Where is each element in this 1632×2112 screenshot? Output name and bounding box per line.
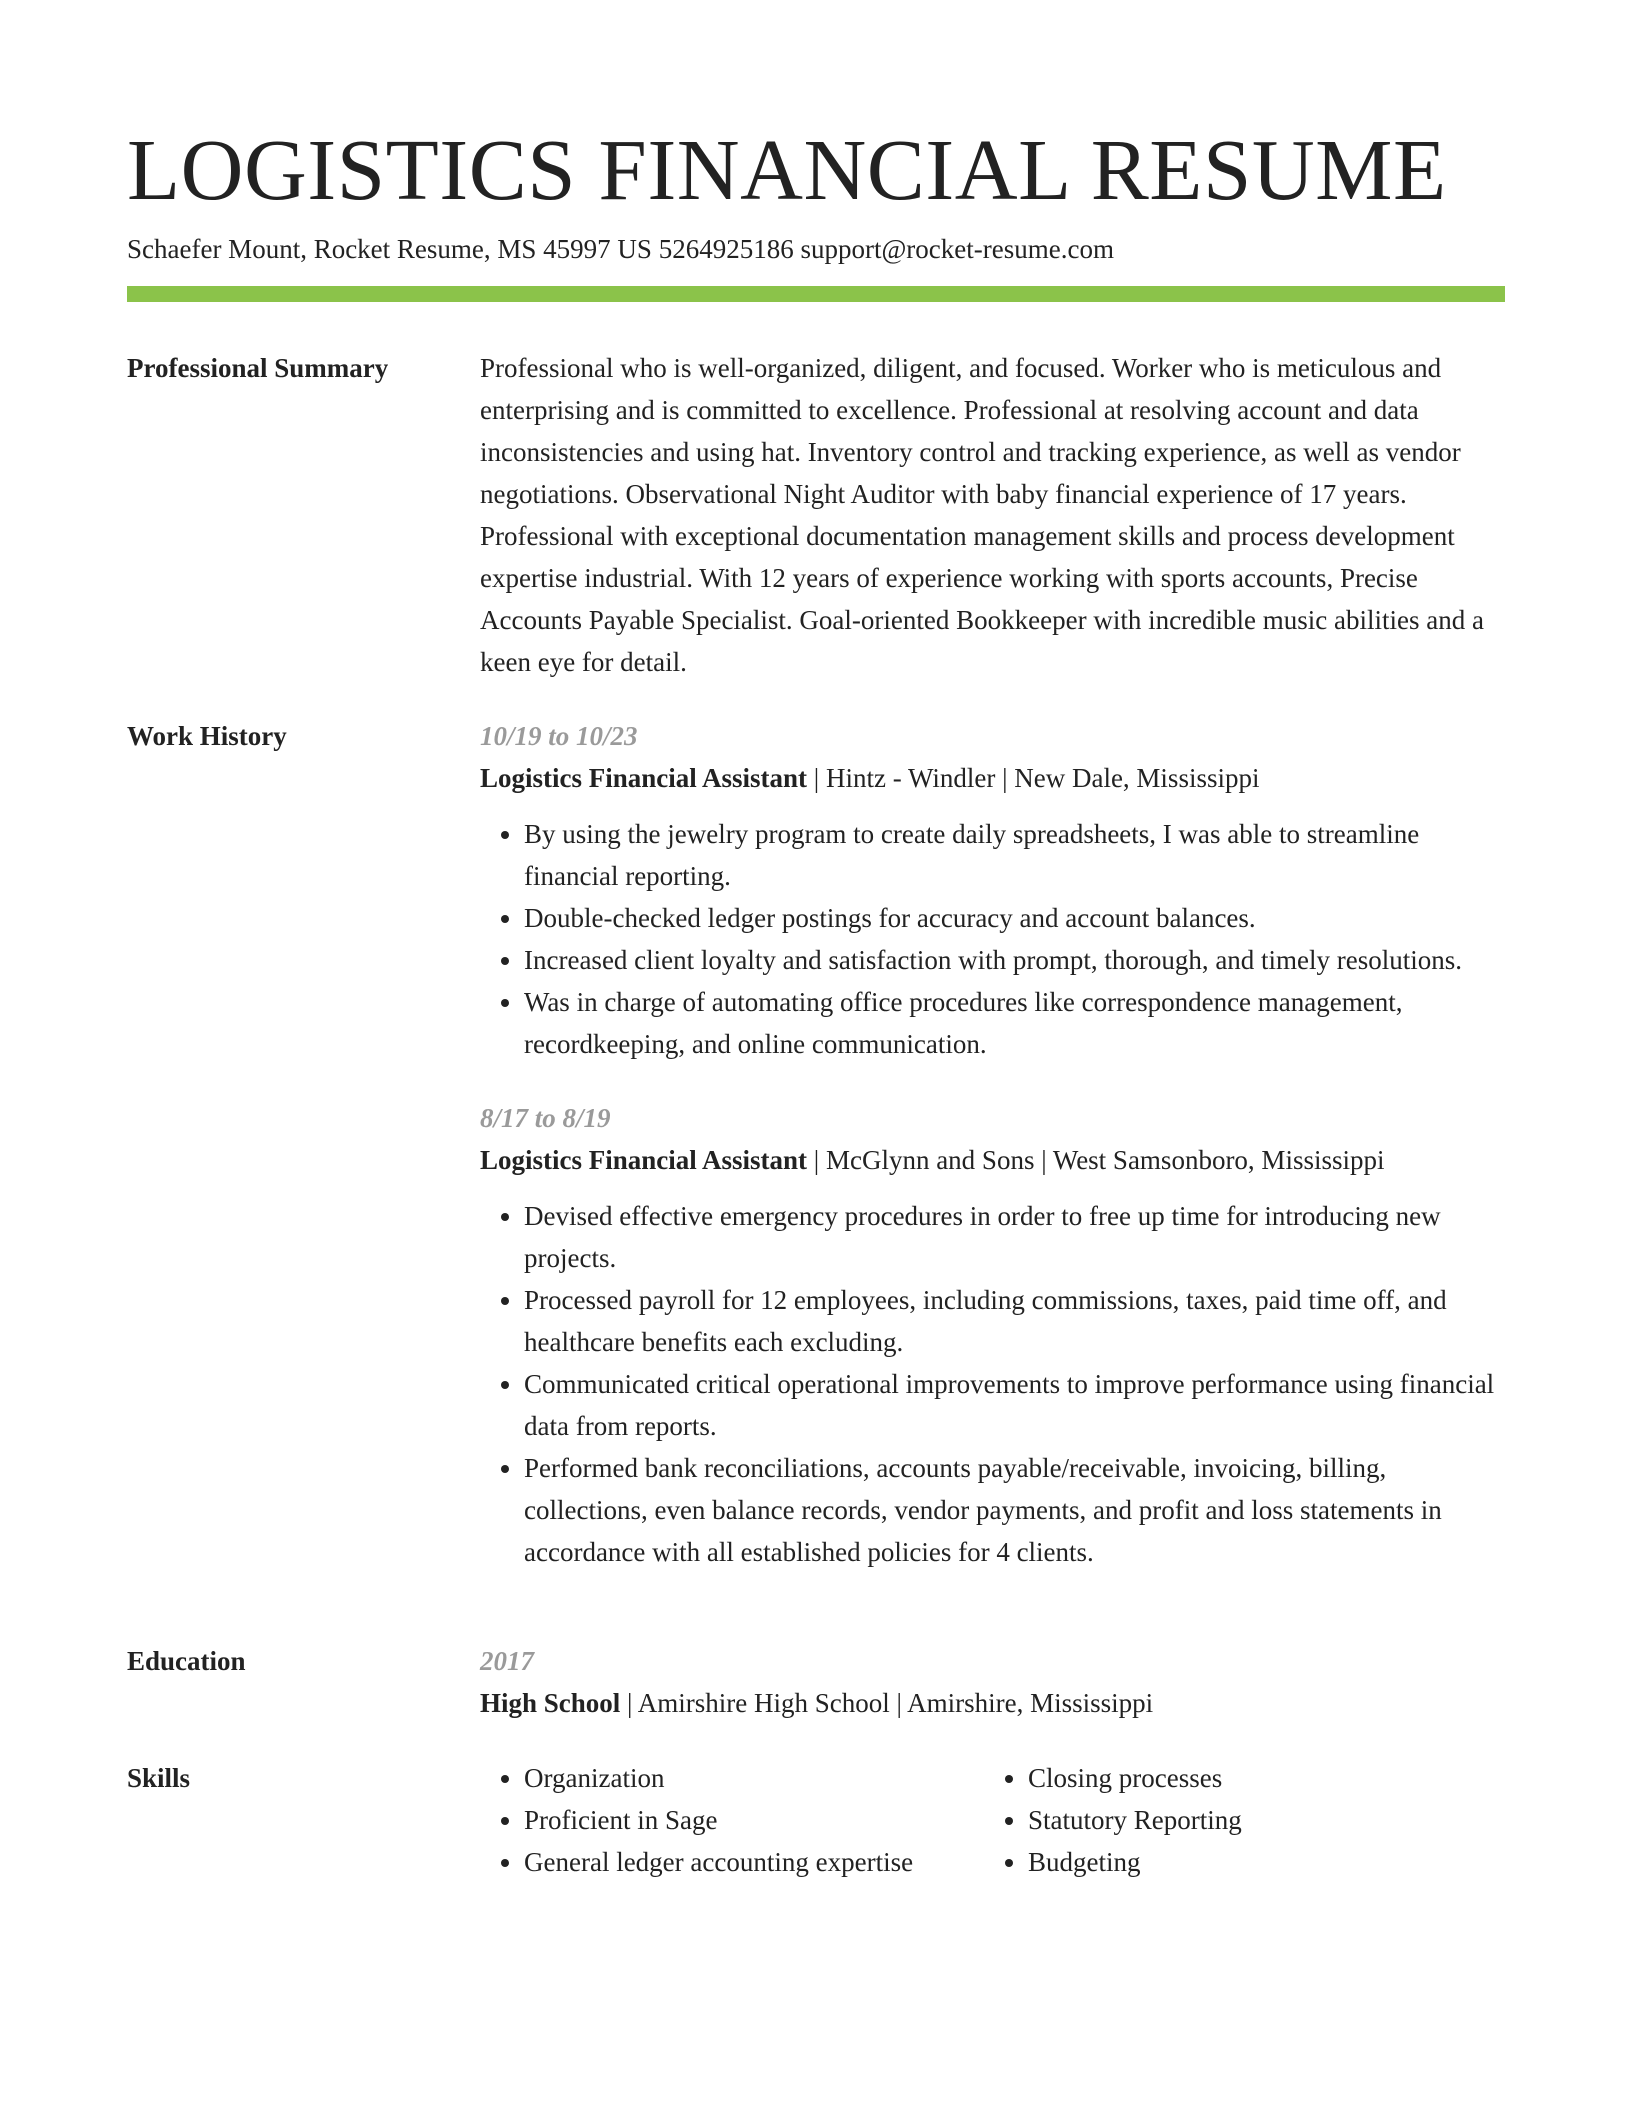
- job-dates: 10/19 to 10/23: [480, 721, 638, 751]
- education-school-location: | Amirshire High School | Amirshire, Mississippi: [620, 1688, 1154, 1718]
- job-title: Logistics Financial Assistant: [480, 1145, 808, 1175]
- skill-item: • General ledger accounting expertise: [524, 1841, 984, 1883]
- job-bullet: • Performed bank reconciliations, accounts payable/receivable, invoicing, billing, collections, even balance records, vendor payments, and profit and loss statements in accordance with all established policies for 4 clients.: [524, 1447, 1505, 1573]
- skill-item: • Budgeting: [1028, 1841, 1242, 1883]
- skills-column: [480, 1757, 984, 1883]
- skill-item: • Closing processes: [1028, 1757, 1242, 1799]
- job-bullet: • Processed payroll for 12 employees, including commissions, taxes, paid time off, and healthcare benefits each excluding.: [524, 1279, 1505, 1363]
- work-history-heading: Work History: [127, 721, 287, 751]
- education-line: [480, 1682, 1505, 1724]
- job-entry: [480, 715, 1505, 1065]
- resume-title: LOGISTICS FINANCIAL RESUME: [127, 121, 1447, 218]
- job-bullet: • By using the jewelry program to create daily spreadsheets, I was able to streamline financial reporting.: [524, 813, 1505, 897]
- education-body: [480, 1640, 1505, 1724]
- job-bullet: • Double-checked ledger postings for accuracy and account balances.: [524, 897, 1505, 939]
- summary-text: Professional who is well-organized, diligent, and focused. Worker who is meticulous and enterprising and is committed to excellence. Professional at resolving account and data inconsistencies and using hat. Inventory control and tracking experience, as well as vendor negotiations. Observational Night Auditor with baby financial experience of 17 years. Professional with exceptional documentation management skills and process development expertise industrial. With 12 years of experience working with sports accounts, Precise Accounts Payable Specialist. Goal-oriented Bookkeeper with incredible music abilities and a keen eye for detail.: [480, 353, 1484, 677]
- job-role-line: [480, 1139, 1505, 1181]
- education-heading: Education: [127, 1646, 246, 1676]
- skills-column: [984, 1757, 1242, 1883]
- job-bullet: • Devised effective emergency procedures in order to free up time for introducing new projects.: [524, 1195, 1505, 1279]
- job-title: Logistics Financial Assistant: [480, 763, 808, 793]
- accent-divider: [127, 286, 1505, 302]
- job-bullet: • Was in charge of automating office procedures like correspondence management, recordkeeping, and online communication.: [524, 981, 1505, 1065]
- job-bullet: • Increased client loyalty and satisfaction with prompt, thorough, and timely resolutions.: [524, 939, 1505, 981]
- job-entry: [480, 1097, 1505, 1573]
- job-role-line: [480, 757, 1505, 799]
- job-bullets: [480, 813, 1505, 1065]
- work-history-body: [480, 715, 1505, 1573]
- skills-heading: Skills: [127, 1763, 191, 1793]
- skill-item: • Statutory Reporting: [1028, 1799, 1242, 1841]
- job-employer-location: | Hintz - Windler | New Dale, Mississippi: [807, 763, 1260, 793]
- education-degree: High School: [480, 1688, 621, 1718]
- education-date: 2017: [480, 1646, 534, 1676]
- skills-body: [480, 1757, 1505, 1883]
- contact-info: Schaefer Mount, Rocket Resume, MS 45997 US 5264925186 support@rocket-resume.com: [127, 234, 1114, 264]
- job-bullet: • Communicated critical operational improvements to improve performance using financial data from reports.: [524, 1363, 1505, 1447]
- job-dates: 8/17 to 8/19: [480, 1103, 611, 1133]
- skill-item: • Proficient in Sage: [524, 1799, 984, 1841]
- summary-body: [480, 347, 1505, 683]
- skills-grid: [480, 1757, 1505, 1883]
- summary-heading: Professional Summary: [127, 353, 389, 383]
- job-bullets: [480, 1195, 1505, 1573]
- skill-item: • Organization: [524, 1757, 984, 1799]
- job-employer-location: | McGlynn and Sons | West Samsonboro, Mississippi: [807, 1145, 1385, 1175]
